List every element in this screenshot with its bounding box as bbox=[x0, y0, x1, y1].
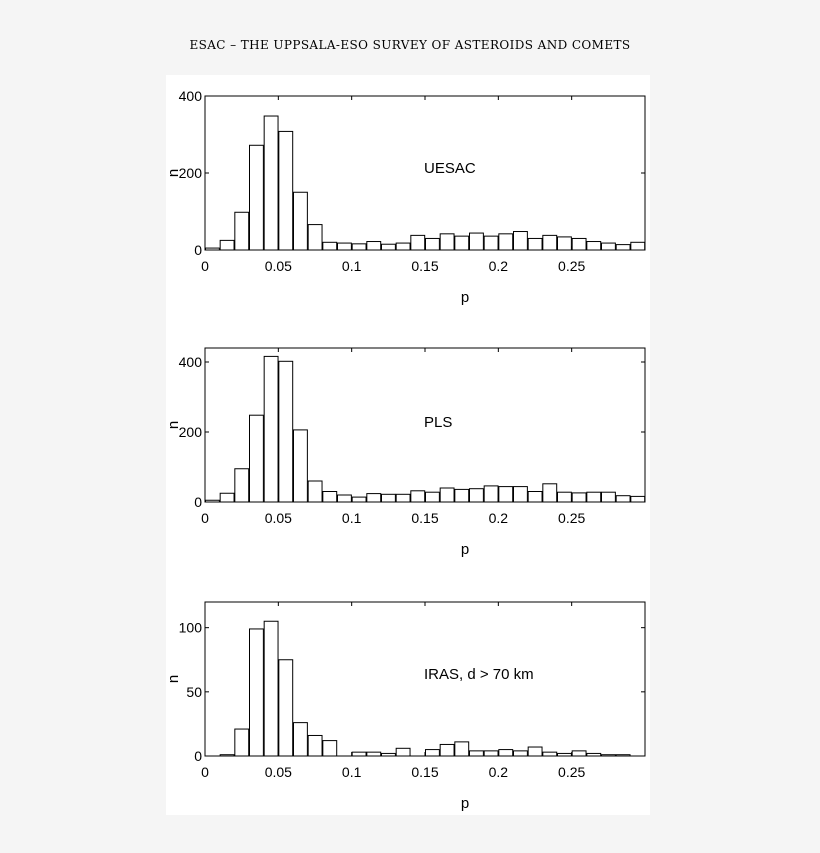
bar-1-22 bbox=[514, 232, 528, 250]
bar-1-29 bbox=[616, 245, 630, 250]
x-tick-label-1-2: 0.05 bbox=[264, 258, 292, 274]
x-tick-label-1-6: 0.25 bbox=[558, 258, 586, 274]
x-tick-label-3-5: 0.2 bbox=[488, 764, 509, 780]
bar-2-20 bbox=[484, 486, 498, 502]
bar-2-15 bbox=[411, 491, 425, 502]
bar-2-25 bbox=[558, 492, 572, 502]
bar-3-21 bbox=[499, 750, 513, 756]
bar-3-8 bbox=[308, 735, 322, 756]
bar-1-17 bbox=[440, 234, 454, 250]
bar-2-5 bbox=[264, 356, 278, 502]
bar-3-19 bbox=[470, 751, 484, 756]
bar-1-12 bbox=[367, 242, 381, 250]
bar-3-26 bbox=[572, 751, 586, 756]
bar-2-4 bbox=[250, 415, 264, 502]
bar-1-11 bbox=[352, 244, 366, 250]
x-tick-label-1-5: 0.2 bbox=[488, 258, 509, 274]
bar-3-7 bbox=[294, 723, 308, 756]
bar-1-27 bbox=[587, 242, 601, 250]
bar-2-8 bbox=[308, 481, 322, 502]
x-tick-label-2-2: 0.05 bbox=[264, 510, 292, 526]
y-tick-label-1-2: 200 bbox=[178, 165, 202, 181]
x-axis-label-1: p bbox=[460, 289, 470, 306]
bar-1-5 bbox=[264, 116, 278, 250]
bar-2-3 bbox=[235, 469, 249, 502]
bar-3-17 bbox=[440, 744, 454, 756]
x-axis-label-3: p bbox=[460, 795, 470, 812]
bar-1-9 bbox=[323, 242, 337, 250]
bar-1-18 bbox=[455, 236, 469, 250]
bar-3-22 bbox=[514, 751, 528, 756]
histogram-panel-2 bbox=[166, 348, 645, 558]
panel-annotation-1: UESAC bbox=[424, 160, 476, 177]
bar-2-6 bbox=[279, 361, 293, 502]
bar-3-5 bbox=[264, 621, 278, 756]
x-tick-label-2-4: 0.15 bbox=[411, 510, 439, 526]
y-axis-label-3: n bbox=[166, 674, 182, 684]
bar-2-26 bbox=[572, 493, 586, 502]
x-tick-label-2-1: 0 bbox=[201, 510, 209, 526]
bar-1-23 bbox=[528, 238, 542, 250]
x-axis-label-2: p bbox=[460, 541, 470, 558]
x-tick-label-2-6: 0.25 bbox=[558, 510, 586, 526]
bar-3-3 bbox=[235, 729, 249, 756]
histogram-panel-1 bbox=[166, 88, 645, 306]
bar-2-28 bbox=[602, 492, 616, 502]
y-tick-label-2-1: 0 bbox=[194, 494, 202, 510]
x-tick-label-3-4: 0.15 bbox=[411, 764, 439, 780]
bar-3-20 bbox=[484, 751, 498, 756]
y-tick-label-2-2: 200 bbox=[178, 424, 202, 440]
bar-3-11 bbox=[352, 752, 366, 756]
bar-3-23 bbox=[528, 747, 542, 756]
bar-1-13 bbox=[382, 244, 396, 250]
x-tick-label-2-3: 0.1 bbox=[341, 510, 362, 526]
x-tick-label-1-1: 0 bbox=[201, 258, 209, 274]
bar-2-13 bbox=[382, 494, 396, 502]
bar-3-14 bbox=[396, 748, 410, 756]
bar-1-3 bbox=[235, 212, 249, 250]
page-header: ESAC – THE UPPSALA-ESO SURVEY OF ASTEROIDS AND COMETS bbox=[189, 38, 631, 52]
bar-3-24 bbox=[543, 752, 557, 756]
bar-1-7 bbox=[294, 192, 308, 250]
bar-3-6 bbox=[279, 660, 293, 756]
y-tick-label-3-2: 50 bbox=[186, 683, 202, 700]
panel-annotation-2: PLS bbox=[424, 414, 453, 431]
bar-2-19 bbox=[470, 489, 484, 502]
bar-2-29 bbox=[616, 496, 630, 502]
bar-1-6 bbox=[279, 131, 293, 250]
x-tick-label-3-3: 0.1 bbox=[341, 764, 362, 780]
bar-2-2 bbox=[220, 493, 234, 502]
x-tick-label-3-6: 0.25 bbox=[558, 764, 586, 780]
bar-3-9 bbox=[323, 741, 337, 756]
bar-2-18 bbox=[455, 489, 469, 502]
bar-1-14 bbox=[396, 243, 410, 250]
bar-2-21 bbox=[499, 487, 513, 502]
bar-3-16 bbox=[426, 750, 440, 756]
bar-3-4 bbox=[250, 629, 264, 756]
bar-2-12 bbox=[367, 494, 381, 502]
panel-annotation-3: IRAS, d > 70 km bbox=[424, 666, 534, 683]
bar-2-30 bbox=[631, 496, 645, 502]
y-axis-label-1: n bbox=[166, 168, 182, 178]
y-tick-label-3-1: 0 bbox=[194, 748, 202, 764]
bar-2-27 bbox=[587, 492, 601, 502]
x-tick-label-3-2: 0.05 bbox=[264, 764, 292, 780]
bar-2-24 bbox=[543, 484, 557, 502]
bar-1-28 bbox=[602, 243, 616, 250]
bar-1-15 bbox=[411, 235, 425, 250]
x-tick-label-1-4: 0.15 bbox=[411, 258, 439, 274]
bar-2-11 bbox=[352, 497, 366, 502]
bar-1-8 bbox=[308, 225, 322, 250]
bar-1-30 bbox=[631, 242, 645, 250]
bar-2-22 bbox=[514, 487, 528, 502]
bar-1-2 bbox=[220, 240, 234, 250]
bar-3-18 bbox=[455, 742, 469, 756]
bar-2-10 bbox=[338, 495, 352, 502]
bar-2-14 bbox=[396, 494, 410, 502]
y-tick-label-1-3: 400 bbox=[178, 88, 202, 104]
y-tick-label-3-3: 100 bbox=[178, 619, 202, 636]
bar-1-25 bbox=[558, 237, 572, 250]
y-tick-label-2-3: 400 bbox=[178, 354, 202, 370]
bar-1-16 bbox=[426, 238, 440, 250]
y-axis-label-2: n bbox=[166, 420, 182, 430]
bar-1-26 bbox=[572, 238, 586, 250]
bar-1-19 bbox=[470, 233, 484, 250]
bar-2-16 bbox=[426, 492, 440, 502]
bar-2-9 bbox=[323, 492, 337, 503]
figure-panel bbox=[166, 75, 650, 815]
bar-1-4 bbox=[250, 145, 264, 250]
x-tick-label-3-1: 0 bbox=[201, 764, 209, 780]
bar-1-21 bbox=[499, 234, 513, 250]
bar-2-7 bbox=[294, 430, 308, 502]
bar-3-12 bbox=[367, 752, 381, 756]
histogram-figure bbox=[166, 75, 650, 815]
bar-2-17 bbox=[440, 488, 454, 502]
bar-1-24 bbox=[543, 235, 557, 250]
histogram-panel-3 bbox=[166, 602, 645, 812]
y-tick-label-1-1: 0 bbox=[194, 242, 202, 258]
x-tick-label-2-5: 0.2 bbox=[488, 510, 509, 526]
bar-2-23 bbox=[528, 492, 542, 503]
bar-1-10 bbox=[338, 243, 352, 250]
x-tick-label-1-3: 0.1 bbox=[341, 258, 362, 274]
bar-1-20 bbox=[484, 236, 498, 250]
